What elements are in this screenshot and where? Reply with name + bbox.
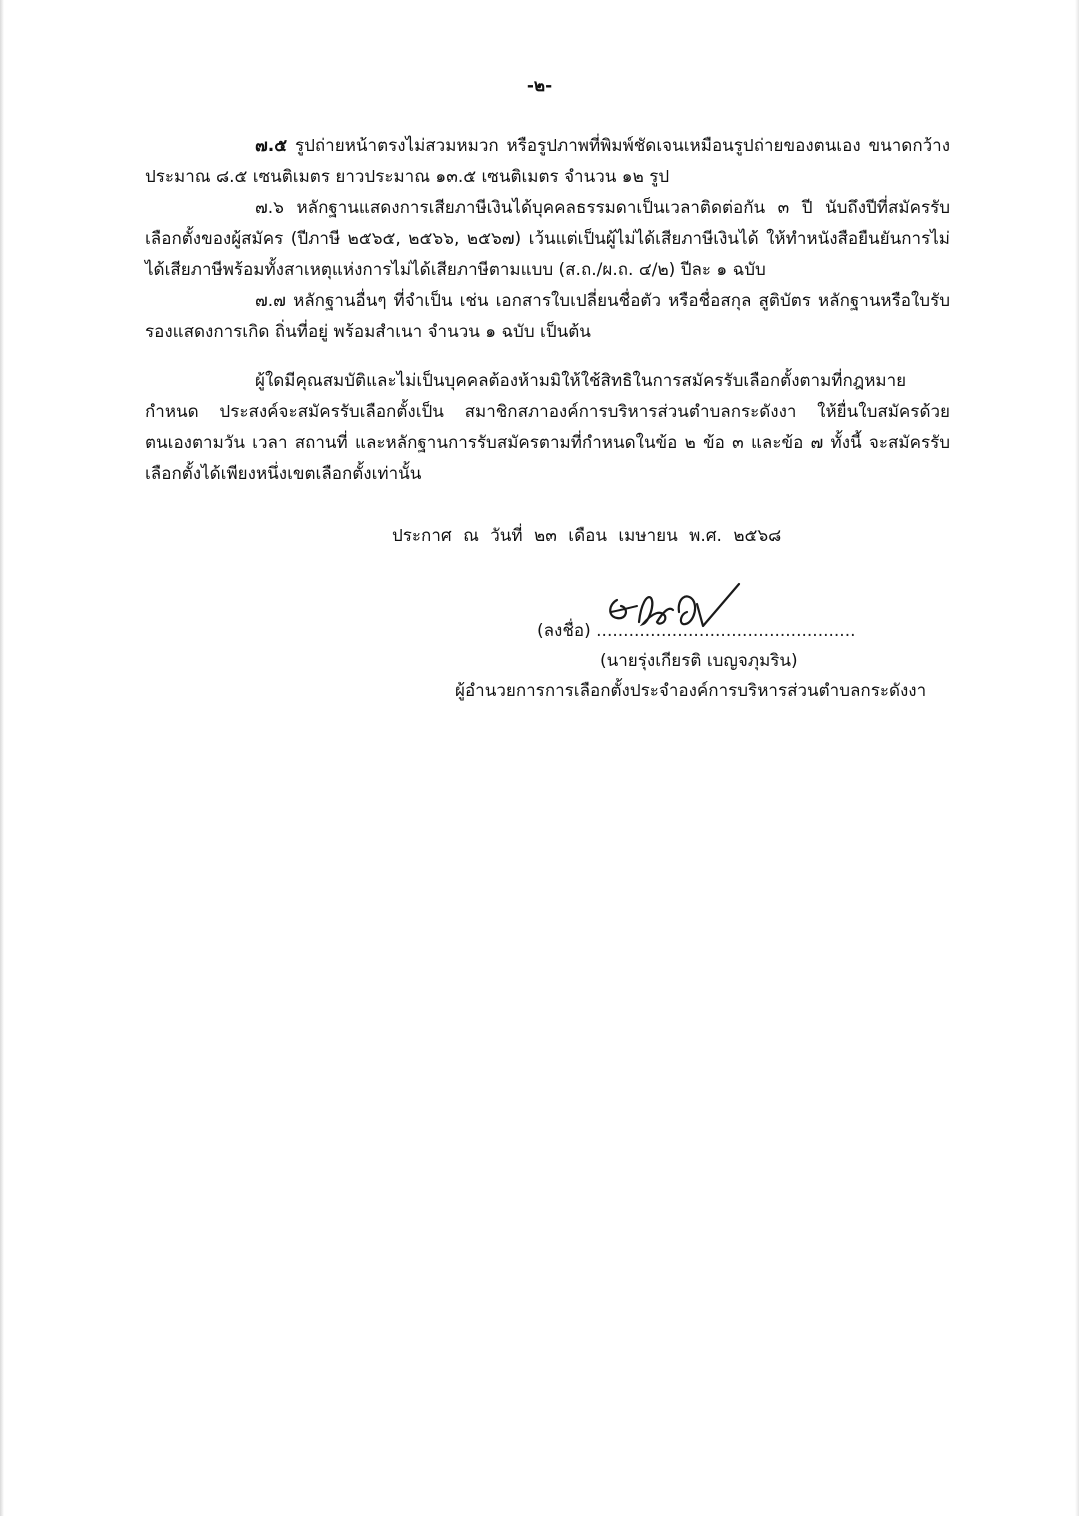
signer-position: ผู้อำนวยการการเลือกตั้งประจำองค์การบริหารส่วนตำบลกระดังงา bbox=[455, 681, 927, 701]
item-number: ๗.๕ bbox=[255, 136, 288, 156]
signature-block bbox=[455, 616, 950, 706]
handwritten-signature bbox=[599, 582, 749, 642]
paragraph-7-6 bbox=[145, 193, 950, 286]
item-number: ๗.๖ bbox=[255, 198, 284, 218]
signer-name: (นายรุ่งเกียรติ เบญจภุมริน) bbox=[600, 651, 798, 671]
paragraph-7-5 bbox=[145, 131, 950, 193]
signature-row bbox=[537, 616, 950, 646]
paragraph-7-7 bbox=[145, 286, 950, 348]
paragraph-text: หลักฐานอื่นๆ ที่จำเป็น เช่น เอกสารใบเปลี่ยนชื่อตัว หรือชื่อสกุล สูติบัตร หลักฐานหรือใบรับรองแสดงการเกิด ถิ่นที่อยู่ พร้อมสำเนา จำนวน ๑ ฉบับ เป็นต้น bbox=[145, 291, 950, 342]
scan-edge-right bbox=[1075, 0, 1079, 1516]
closing-paragraph: ผู้ใดมีคุณสมบัติและไม่เป็นบุคคลต้องห้ามมิให้ใช้สิทธิในการสมัครรับเลือกตั้งตามที่กฎหมายกำหนด ประสงค์จะสมัครรับเลือกตั้งเป็น สมาชิกสภาองค์การบริหารส่วนตำบลกระดังงา ให้ยื่นใบสมัครด้วยตนเองตามวัน เวลา สถานที่ และหลักฐานการรับสมัครตามที่กำหนดในข้อ ๒ ข้อ ๓ และข้อ ๗ ทั้งนี้ จะสมัครรับเลือกตั้งได้เพียงหนึ่งเขตเลือกตั้งเท่านั้น bbox=[145, 371, 950, 484]
paragraph-text: รูปถ่ายหน้าตรงไม่สวมหมวก หรือรูปภาพที่พิมพ์ชัดเจนเหมือนรูปถ่ายของตนเอง ขนาดกว้างประมาณ ๘.๕ เซนติเมตร ยาวประมาณ ๑๓.๕ เซนติเมตร จำนวน ๑๒ รูป bbox=[145, 136, 950, 187]
scan-edge-left bbox=[0, 0, 4, 1516]
paragraph-text: หลักฐานแสดงการเสียภาษีเงินได้บุคคลธรรมดาเป็นเวลาติดต่อกัน ๓ ปี นับถึงปีที่สมัครรับเลือกตั้งของผู้สมัคร (ปีภาษี ๒๕๖๕, ๒๕๖๖, ๒๕๖๗) เว้นแต่เป็นผู้ไม่ได้เสียภาษีเงินได้ ให้ทำหนังสือยืนยันการไม่ได้เสียภาษีพร้อมทั้งสาเหตุแห่งการไม่ได้เสียภาษีตามแบบ (ส.ถ./ผ.ถ. ๔/๒) ปีละ ๑ ฉบับ bbox=[145, 198, 951, 280]
document-body bbox=[145, 131, 950, 490]
page-number: -๒- bbox=[526, 76, 553, 96]
announcement-date: ประกาศ ณ วันที่ ๒๓ เดือน เมษายน พ.ศ. ๒๕๖๘ bbox=[392, 526, 782, 546]
signature-dots: ................................................ bbox=[596, 621, 856, 641]
item-number: ๗.๗ bbox=[255, 291, 286, 311]
sign-label: (ลงชื่อ) bbox=[537, 621, 591, 641]
